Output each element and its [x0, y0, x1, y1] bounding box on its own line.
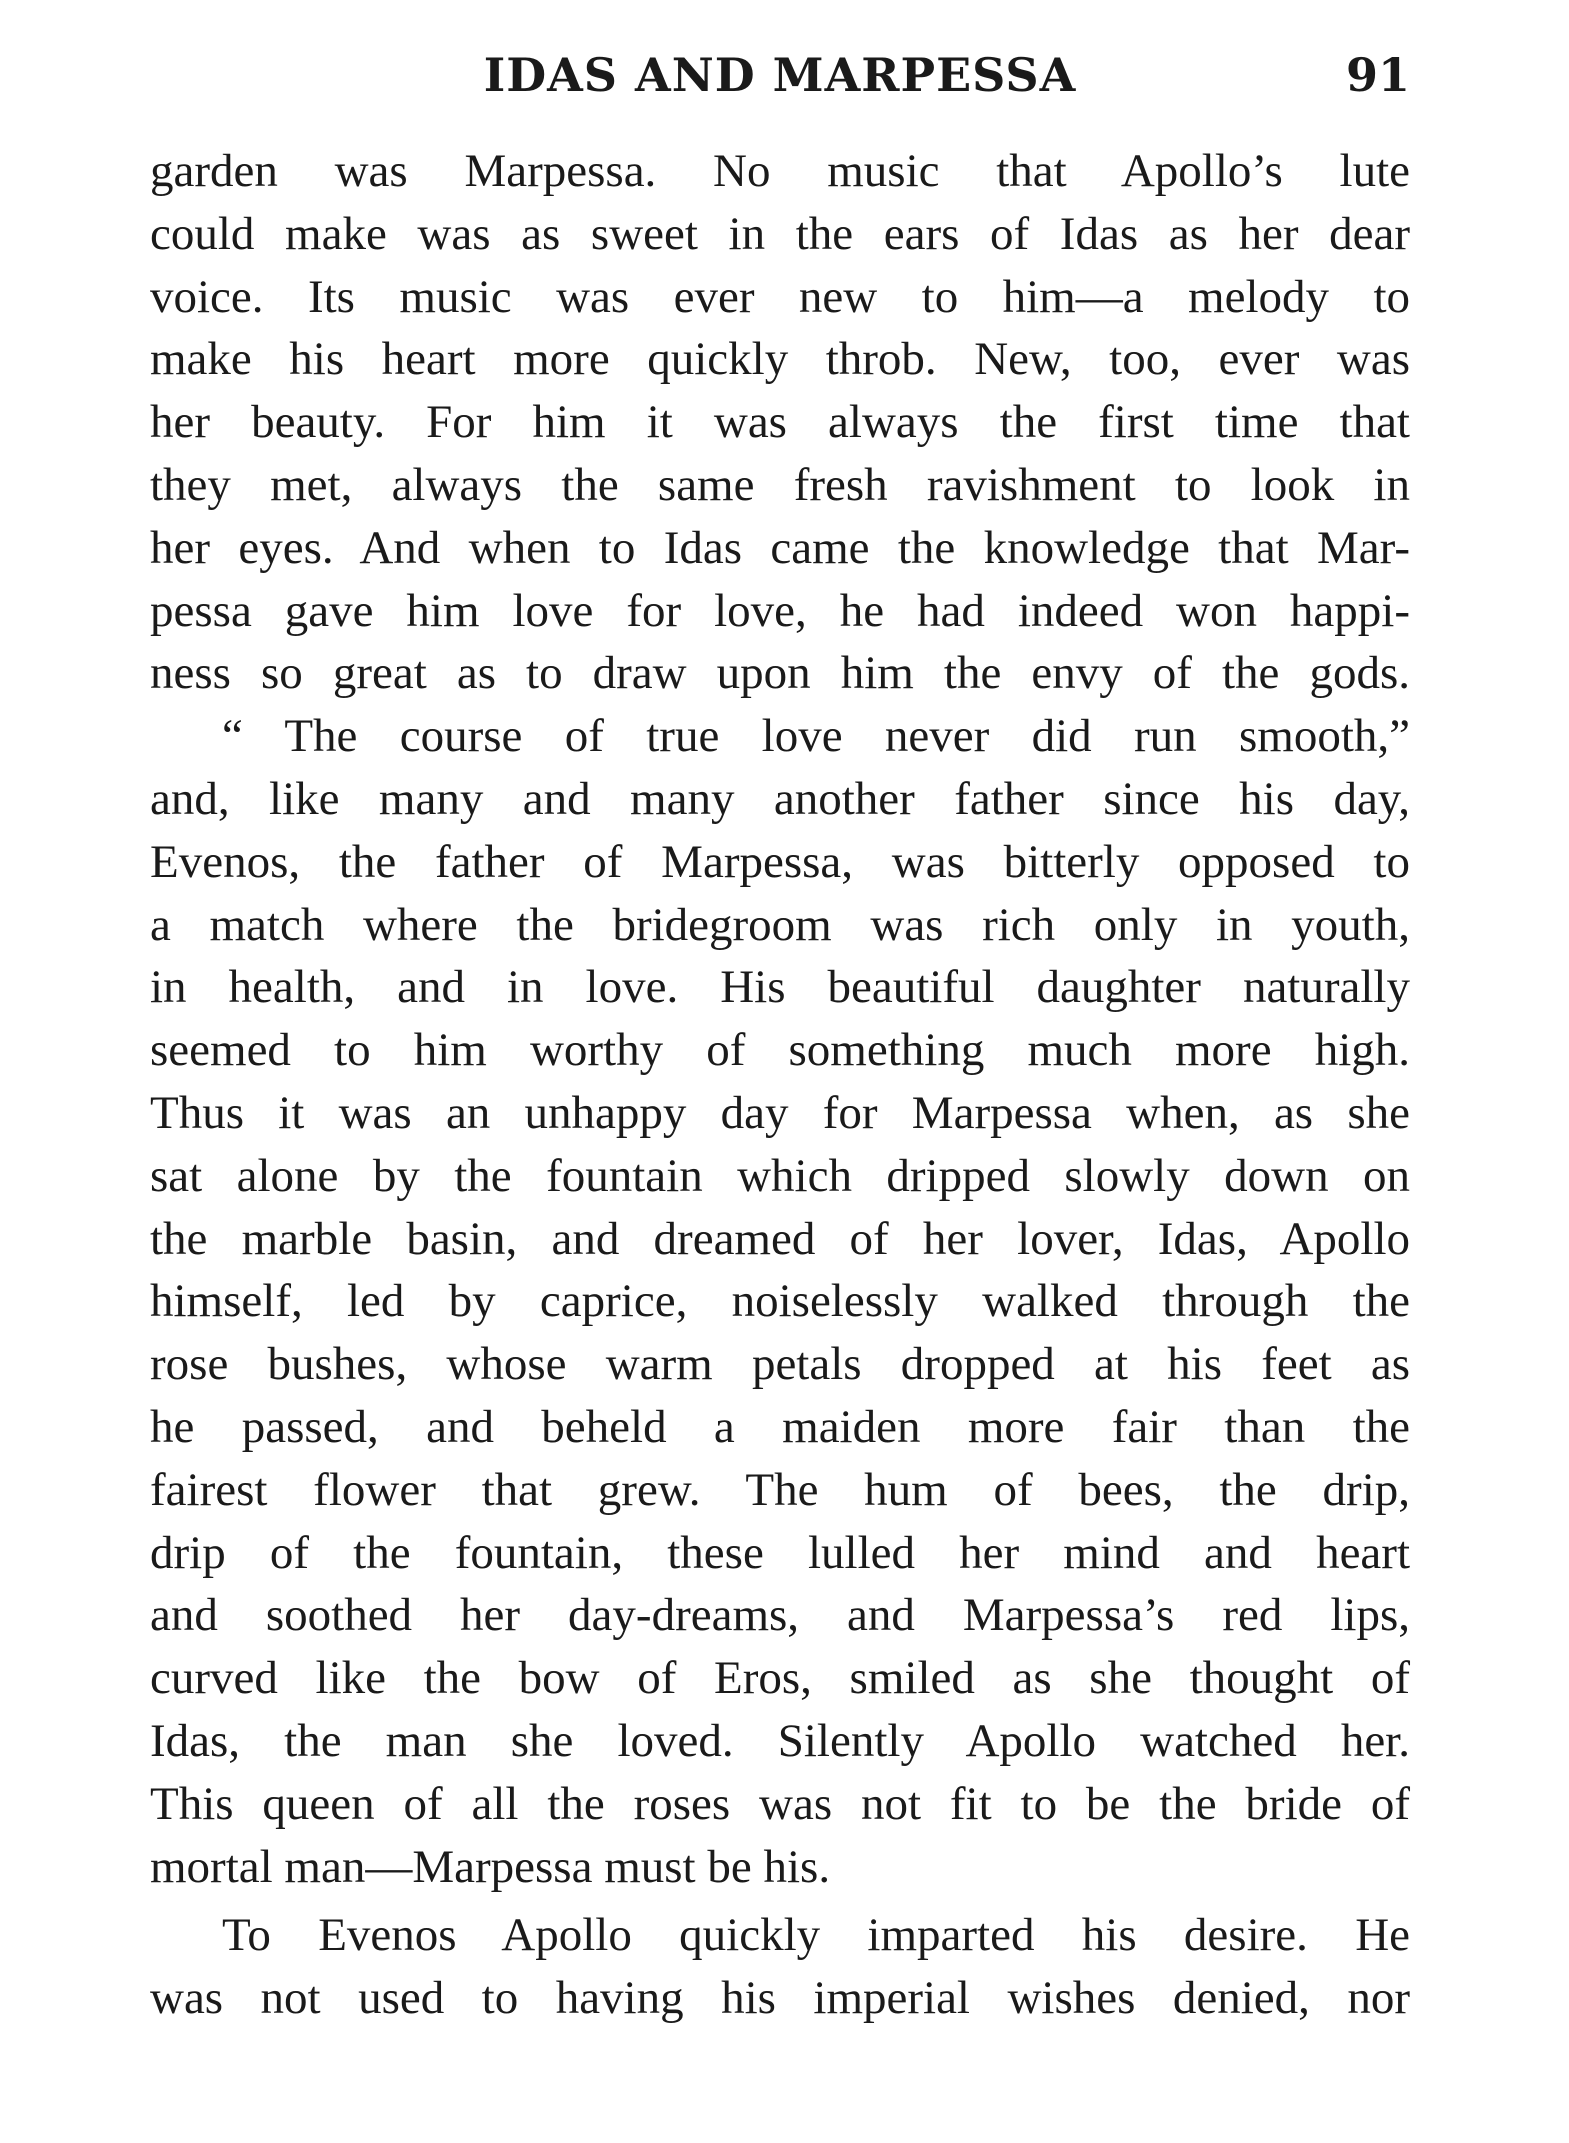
text-line: he passed, and beheld a maiden more fair than the: [150, 1400, 1410, 1453]
text-line: and soothed her day-dreams, and Marpessa’s red lips,: [150, 1589, 1410, 1642]
text-line: himself, led by caprice, noiselessly walked through the: [150, 1275, 1410, 1328]
text-line: the marble basin, and dreamed of her lover, Idas, Apollo: [150, 1212, 1410, 1265]
text-line: ness so great as to draw upon him the envy of the gods.: [150, 647, 1410, 700]
text-line: Thus it was an unhappy day for Marpessa when, as she: [150, 1086, 1410, 1139]
running-title: IDAS AND MARPESSA: [483, 48, 1077, 102]
text-line: her beauty. For him it was always the first time that: [150, 396, 1410, 449]
text-line: “ The course of true love never did run smooth,”: [222, 710, 1410, 763]
text-line: a match where the bridegroom was rich only in youth,: [150, 898, 1410, 951]
body-text: [150, 140, 1410, 2030]
text-line: This queen of all the roses was not fit to be the bride of: [150, 1777, 1410, 1830]
text-line: mortal man—Marpessa must be his.: [150, 1840, 831, 1893]
text-line: make his heart more quickly throb. New, too, ever was: [150, 333, 1410, 386]
text-line: drip of the fountain, these lulled her mind and heart: [150, 1526, 1410, 1579]
text-line: sat alone by the fountain which dripped slowly down on: [150, 1149, 1410, 1202]
text-line: was not used to having his imperial wishes denied, nor: [150, 1972, 1410, 2025]
text-line: pessa gave him love for love, he had indeed won happi-: [150, 584, 1410, 637]
text-line: her eyes. And when to Idas came the knowledge that Mar-: [150, 521, 1410, 574]
text-line: could make was as sweet in the ears of Idas as her dear: [150, 207, 1410, 260]
page-number: 91: [1345, 48, 1410, 102]
text-line: To Evenos Apollo quickly imparted his desire. He: [222, 1909, 1410, 1962]
text-line: rose bushes, whose warm petals dropped at his feet as: [150, 1338, 1410, 1391]
text-line: garden was Marpessa. No music that Apollo’s lute: [150, 145, 1410, 197]
text-line: fairest flower that grew. The hum of bees, the drip,: [150, 1463, 1410, 1516]
text-line: Idas, the man she loved. Silently Apollo watched her.: [150, 1714, 1410, 1767]
running-head: [150, 40, 1410, 110]
text-line: in health, and in love. His beautiful daughter naturally: [150, 961, 1410, 1014]
text-line: Evenos, the father of Marpessa, was bitterly opposed to: [150, 835, 1410, 888]
text-line: they met, always the same fresh ravishment to look in: [150, 458, 1410, 511]
text-line: and, like many and many another father since his day,: [150, 772, 1410, 825]
text-line: curved like the bow of Eros, smiled as she thought of: [150, 1652, 1410, 1705]
text-line: voice. Its music was ever new to him—a melody to: [150, 270, 1410, 323]
text-line: seemed to him worthy of something much more high.: [150, 1024, 1410, 1077]
